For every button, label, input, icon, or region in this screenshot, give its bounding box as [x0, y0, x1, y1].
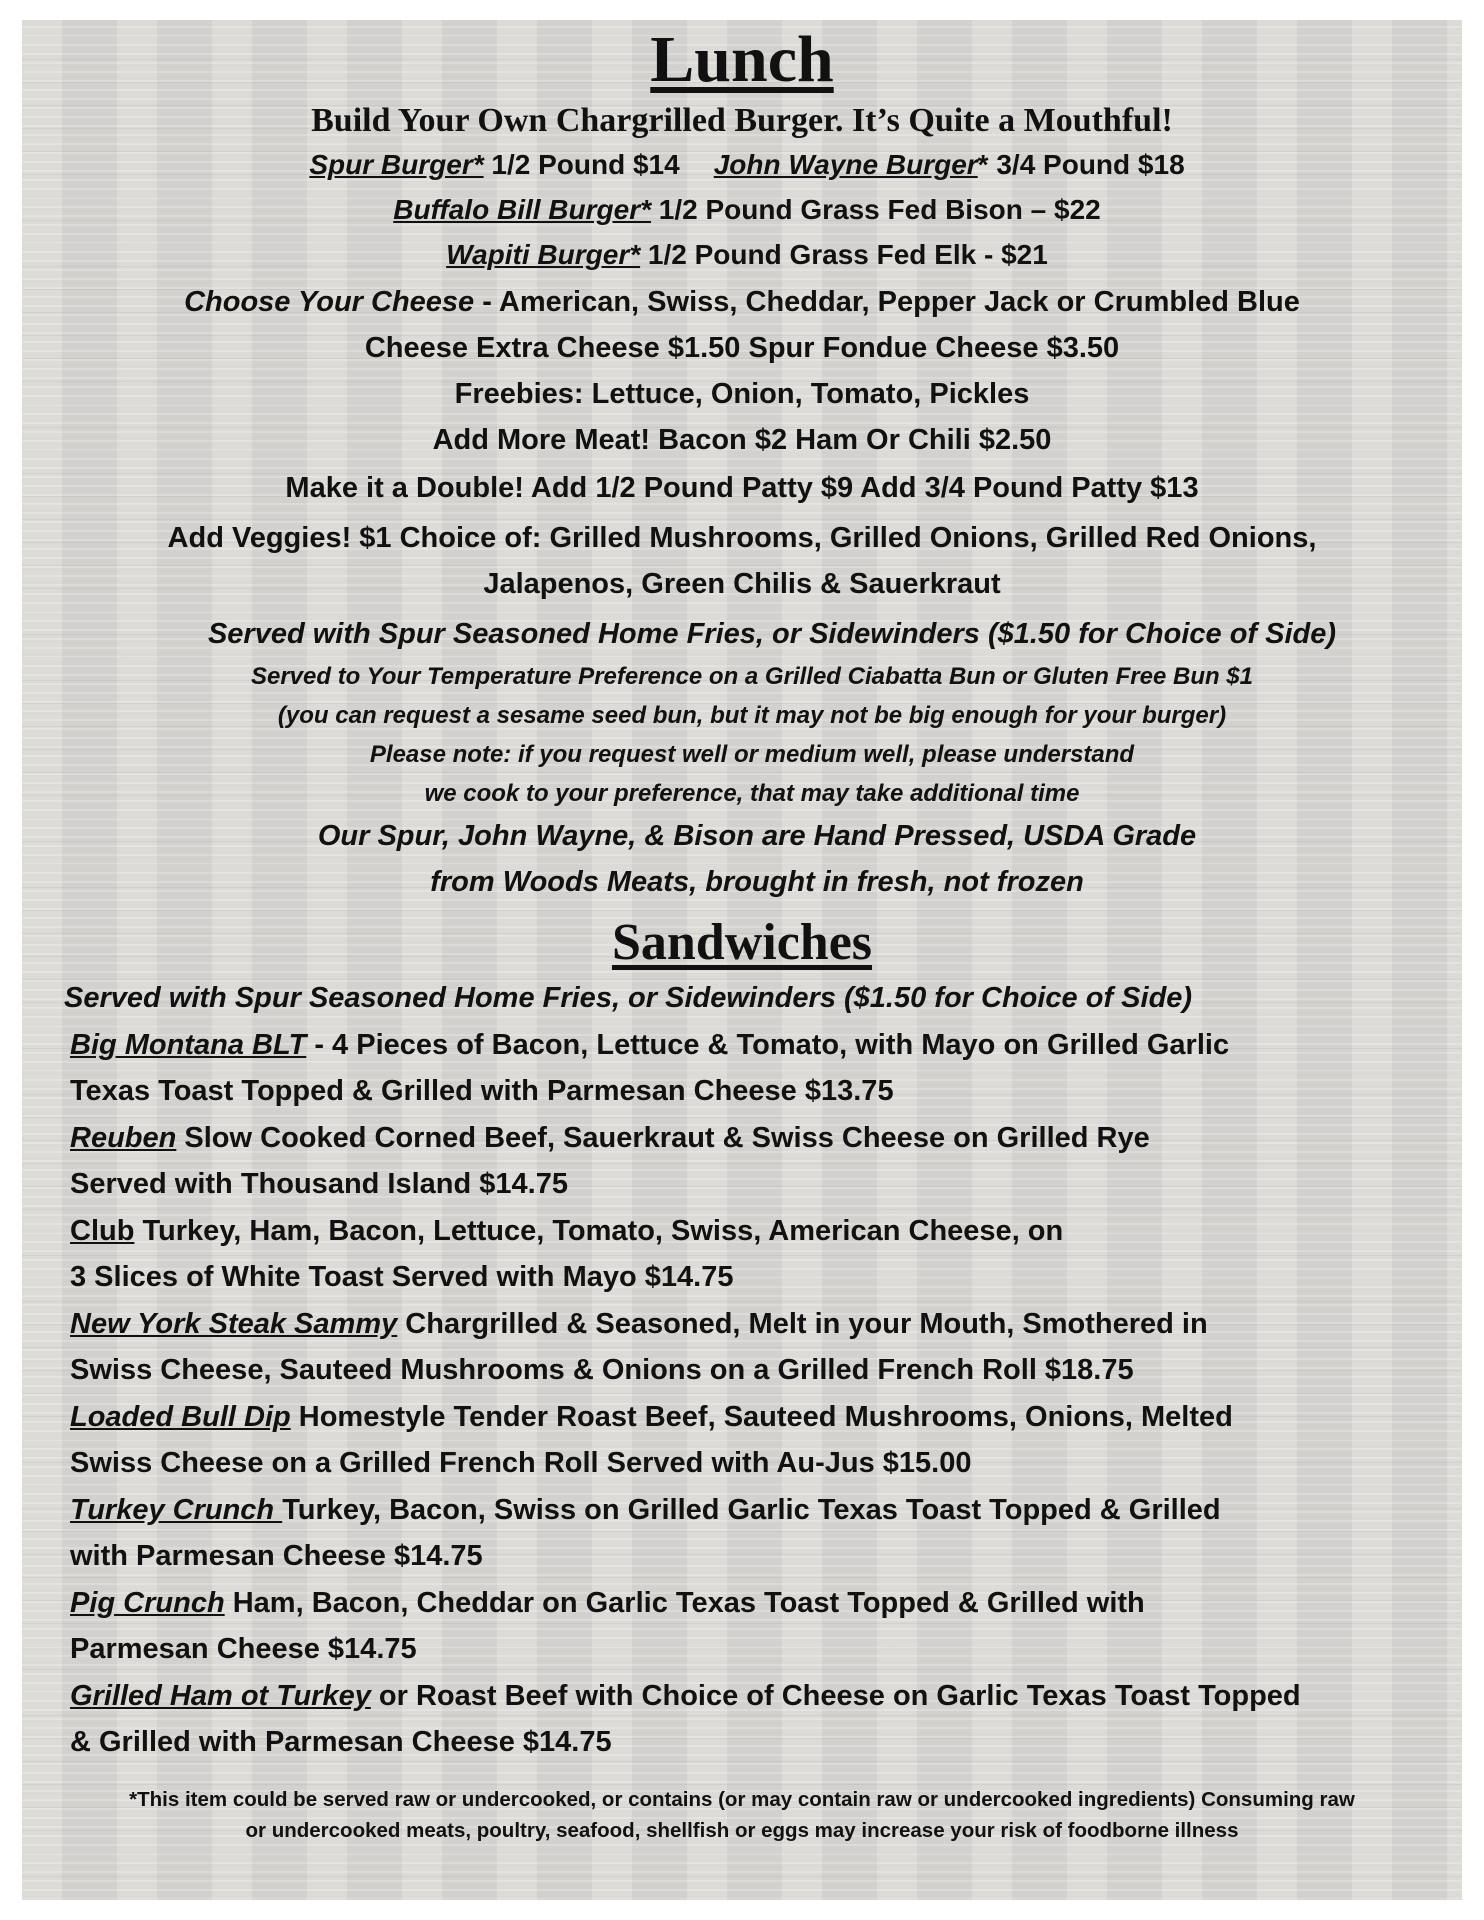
disclaimer-line-2: or undercooked meats, poultry, seafood, shellfish or eggs may increase your risk of foodborne illness	[245, 1818, 1239, 1842]
sandwich-item	[70, 1301, 1462, 1394]
wapiti-burger-detail: 1/2 Pound Grass Fed Elk - $21	[640, 239, 1048, 270]
sandwich-line-1	[70, 1394, 1462, 1441]
cheese-line-2: Cheese Extra Cheese $1.50 Spur Fondue Cheese $3.50	[364, 332, 1120, 364]
sandwich-name: Loaded Bull Dip	[70, 1400, 291, 1433]
spur-burger-detail: 1/2 Pound $14	[483, 149, 680, 180]
burger-line-elk	[22, 232, 1462, 277]
sandwich-item	[70, 1115, 1462, 1208]
sandwich-line-2: & Grilled with Parmesan Cheese $14.75	[70, 1726, 612, 1758]
cheese-line-1	[22, 279, 1462, 325]
sandwich-line-1	[70, 1115, 1462, 1162]
usda-line-1: Our Spur, John Wayne, & Bison are Hand Pressed, USDA Grade	[317, 820, 1197, 852]
lunch-title: Lunch	[650, 23, 834, 96]
sandwich-line-1	[70, 1022, 1462, 1069]
sandwich-item	[70, 1394, 1462, 1487]
cheese-options: - American, Swiss, Cheddar, Pepper Jack or Crumbled Blue	[474, 286, 1300, 318]
more-meat-line: Add More Meat! Bacon $2 Ham Or Chili $2.50	[432, 424, 1052, 456]
sandwich-description: - 4 Pieces of Bacon, Lettuce & Tomato, with Mayo on Grilled Garlic	[306, 1028, 1230, 1061]
sandwich-line-2: with Parmesan Cheese $14.75	[70, 1540, 483, 1572]
sandwich-description: Slow Cooked Corned Beef, Sauerkraut & Swiss Cheese on Grilled Rye	[176, 1121, 1150, 1154]
sesame-note: (you can request a sesame seed bun, but it may not be big enough for your burger)	[277, 702, 1227, 729]
burger-line-bison	[22, 187, 1462, 232]
sandwich-line-1	[70, 1208, 1462, 1255]
sandwich-name: Reuben	[70, 1121, 177, 1154]
sandwich-item	[70, 1208, 1462, 1301]
sandwiches-list	[22, 975, 1462, 1766]
sandwich-line-1	[70, 1487, 1462, 1534]
sandwich-item	[70, 1580, 1462, 1673]
buffalo-bill-burger-name: Buffalo Bill Burger*	[393, 194, 651, 225]
sandwich-description: Turkey, Bacon, Swiss on Grilled Garlic Texas Toast Topped & Grilled	[282, 1493, 1221, 1526]
well-done-note-1: Please note: if you request well or medium well, please understand	[369, 741, 1135, 768]
sandwich-line-2: 3 Slices of White Toast Served with Mayo $14.75	[70, 1261, 734, 1293]
sandwich-name: Turkey Crunch	[70, 1493, 283, 1526]
burger-line-spur-wayne	[22, 142, 1462, 187]
sandwich-name: Big Montana BLT	[70, 1028, 307, 1061]
sandwich-item	[70, 1487, 1462, 1580]
sandwiches-title: Sandwiches	[611, 914, 873, 971]
sandwiches-served-with: Served with Spur Seasoned Home Fries, or Sidewinders ($1.50 for Choice of Side)	[64, 982, 1193, 1014]
burger-served-with: Served with Spur Seasoned Home Fries, or Sidewinders ($1.50 for Choice of Side)	[207, 618, 1337, 650]
sandwich-line-1	[70, 1580, 1462, 1627]
sandwich-name: New York Steak Sammy	[70, 1307, 398, 1340]
sandwich-line-1	[70, 1301, 1462, 1348]
usda-line-2: from Woods Meats, brought in fresh, not frozen	[430, 866, 1084, 898]
temperature-note: Served to Your Temperature Preference on a Grilled Ciabatta Bun or Gluten Free Bun $1	[250, 663, 1254, 690]
sandwich-line-2: Swiss Cheese, Sauteed Mushrooms & Onions on a Grilled French Roll $18.75	[70, 1354, 1134, 1386]
veggies-line-2: Jalapenos, Green Chilis & Sauerkraut	[483, 568, 1001, 600]
menu-page	[22, 20, 1462, 1900]
wapiti-burger-name: Wapiti Burger*	[446, 239, 641, 270]
double-line: Make it a Double! Add 1/2 Pound Patty $9 Add 3/4 Pound Patty $13	[285, 472, 1199, 504]
disclaimer	[22, 1784, 1462, 1846]
sandwich-description: Chargrilled & Seasoned, Melt in your Mouth, Smothered in	[397, 1307, 1208, 1340]
cheese-label: Choose Your Cheese	[184, 286, 475, 318]
spur-burger-name: Spur Burger*	[309, 149, 484, 180]
sandwich-description: Ham, Bacon, Cheddar on Garlic Texas Toast Topped & Grilled with	[224, 1586, 1145, 1619]
sandwich-description: Homestyle Tender Roast Beef, Sauteed Mushrooms, Onions, Melted	[290, 1400, 1233, 1433]
sandwich-line-1	[70, 1673, 1462, 1720]
john-wayne-burger-detail: * 3/4 Pound $18	[977, 149, 1185, 180]
sandwich-description: Turkey, Ham, Bacon, Lettuce, Tomato, Swiss, American Cheese, on	[134, 1214, 1064, 1247]
sandwich-name: Club	[70, 1214, 135, 1247]
sandwich-item	[70, 1022, 1462, 1115]
sandwich-item	[70, 1673, 1462, 1766]
burger-subtitle: Build Your Own Chargrilled Burger. It’s Quite a Mouthful!	[311, 102, 1173, 139]
john-wayne-burger-name: John Wayne Burger	[713, 149, 978, 180]
veggies-line-1: Add Veggies! $1 Choice of: Grilled Mushrooms, Grilled Onions, Grilled Red Onions,	[167, 522, 1317, 554]
sandwich-line-2: Parmesan Cheese $14.75	[70, 1633, 417, 1665]
disclaimer-line-1: *This item could be served raw or undercooked, or contains (or may contain raw or undercooked ingredients) Consuming raw	[129, 1787, 1355, 1811]
sandwich-name: Grilled Ham ot Turkey	[70, 1679, 371, 1712]
sandwich-line-2: Texas Toast Topped & Grilled with Parmesan Cheese $13.75	[70, 1075, 894, 1107]
well-done-note-2: we cook to your preference, that may take additional time	[424, 780, 1080, 807]
sandwich-line-2: Swiss Cheese on a Grilled French Roll Served with Au-Jus $15.00	[70, 1447, 972, 1479]
sandwich-line-2: Served with Thousand Island $14.75	[70, 1168, 568, 1200]
freebies-line: Freebies: Lettuce, Onion, Tomato, Pickles	[454, 378, 1030, 410]
sandwich-name: Pig Crunch	[70, 1586, 225, 1619]
sandwich-description: or Roast Beef with Choice of Cheese on Garlic Texas Toast Topped	[370, 1679, 1301, 1712]
buffalo-bill-burger-detail: 1/2 Pound Grass Fed Bison – $22	[651, 194, 1101, 225]
